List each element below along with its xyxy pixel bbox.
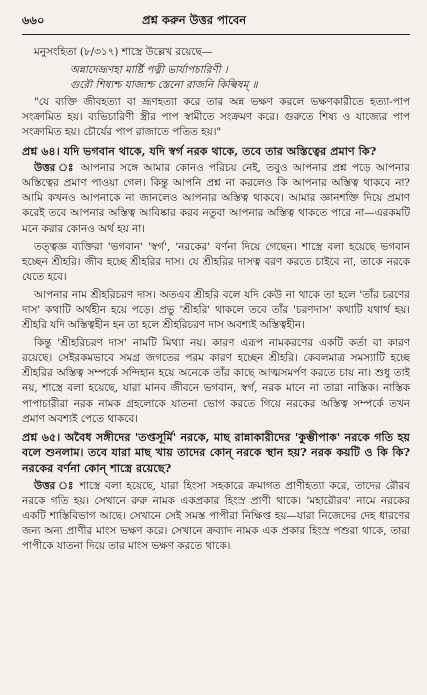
question-64-label: প্রশ্ন ৬৪। <box>22 143 60 158</box>
question-65-label: প্রশ্ন ৬৫। <box>22 429 61 444</box>
answer-64-label: উত্তর ঃ <box>34 162 76 175</box>
verse-line-1: অন্নাদেভ্রূণহা মার্ষ্টি পত্নী ভার্যাপচারিণী । <box>70 64 228 77</box>
answer-64-paragraph-2: তত্ত্বজ্ঞ ব্যক্তিরা 'ভগবান' 'স্বর্গ', 'নরকের' বর্ণনা দিয়ে গেছেন। শাস্ত্রে বলা হয়েছে ভগবান হচ্ছেন শ্রীহরি। জীব হচ্ছে শ্রীহরির দাস। যে শ্রীহরির দাসত্ব বরণ করতে চাইবে না, তাকে নরকে যেতে হবে। <box>22 240 410 283</box>
page-number: ৬৬০ <box>22 13 45 27</box>
document-page <box>22 12 410 682</box>
answer-64-paragraph-4: কিন্তু 'শ্রীহরিচরণ দাস' নামটি মিথ্যা নয়। কারণ এরূপ নামকরণের একটি কর্তা বা কারণ রয়েছে। সেইরকমভাবে সমগ্র জগতের পরম কারণ হচ্ছেন শ্রীহরি। কেবলমাত্র সমস্যাটি হচ্ছে শ্রীহরির অস্তিত্ব সম্পর্কে সন্দিহান হয়ে অনেকে তাঁর কাছে আত্মসমর্পণ করতে চায় না। শুধু তাই নয়, শাস্ত্রে বলা হয়েছে, যারা মানব জীবনে ভগবান, স্বর্গ, নরক মানে না তারা নাস্তিক। নাস্তিক পাপাচারীরা নরক নামক গ্রহলোকে যাতনা ভোগ করতে গিয়ে নরকের অস্তিত্ব সম্পর্কে তখন প্রমাণ অবশ্যই পেতে থাকবে। <box>22 337 410 425</box>
running-title: প্রশ্ন করুন উত্তর পাবেন <box>142 13 247 27</box>
answer-64-paragraph-1 <box>22 161 410 236</box>
question-64-text: যদি ভগবান থাকে, যদি স্বর্গ নরক থাকে, তবে তার অস্তিত্বের প্রমাণ কি? <box>63 143 377 158</box>
verse-translation: "যে ব্যক্তি জীবহত্যা বা ভ্রূণহত্যা করে তার অন্ন ভক্ষণ করলে ভক্ষণকারীতে হত্যা-পাপ সংক্রামিত হয়। ব্যভিচারিণী স্ত্রীর পাপ স্বামীতে সংক্রমণ করে। গুরুতে শিষ্য ও যাজ্যের পাপ সংক্রামিত হয়। চৌর্যের পাপ রাজাতে পতিত হয়।" <box>22 96 410 139</box>
answer-65-paragraph-1 <box>22 479 410 554</box>
verse-line-2: গুরৌ শিষ্যশ্চ যাজ্যশ্চ স্তেনো রাজনি কিল্বিষম্ ॥ <box>70 79 258 92</box>
intro-paragraph: মনুসংহিতা (৮/৩১৭) শাস্ত্রে উল্লেখ রয়েছে— <box>34 46 213 58</box>
question-64 <box>22 144 410 160</box>
answer-65-text-1: শাস্ত্রে বলা হয়েছে, যারা হিংসা সহকারে ক্রমাগত প্রাণীহত্যা করে, তাদের রৌরব নরকে গতি হয়। সেখানে রুরু নামক একপ্রকার হিংস্র প্রাণী থাকে। 'মহারৌরব' নামে নরকের একটি শাস্তিবিভাগ আছে। সেখানে সেই সমস্ত পাপীরা নিক্ষিপ্ত হয়—যারা নিজেদের দেহ ধারণের জন্য অন্য প্রাণীর মাংস ভক্ষণ করে। সেখানে ক্রব্যাদ নামক এক প্রকার হিংস্র পশুরা থাকে, তারা পাপীকে যাতনা দিয়ে তার মাংস ভক্ষণ করতে থাকে। <box>22 479 410 552</box>
question-65 <box>22 430 410 477</box>
answer-64-paragraph-3: আপনার নাম শ্রীহরিচরণ দাস। অতএব শ্রীহরি বলে যদি কেউ না থাকে তা হলে 'তাঁর চরণের দাস' কথাটি অর্থহীন হয়ে পড়ে। প্রভু 'শ্রীহরি' থাকলে তবে তাঁর 'চরণদাস' কথাটি যথার্থ হয়। শ্রীহরি যদি অস্তিত্বহীন হন তা হলে শ্রীহরিচরণ দাস অবশ্যই অস্তিত্বহীন। <box>22 288 410 332</box>
page-header <box>22 12 410 35</box>
question-65-text: অবৈধ সঙ্গীদের 'তপ্তসূর্মি' নরকে, মাছ রান্নাকারীদের 'কুম্ভীপাক' নরকে গতি হয় বলে শুনলাম। তবে যারা মাছ খায় তাদের কোন্ নরকে স্থান হয়? নরক কয়টি ও কি কি? নরকের বর্ণনা কোন্ শাস্ত্রে রয়েছে? <box>22 429 410 475</box>
answer-65-label: উত্তর ঃ <box>34 479 75 492</box>
answer-64-text-1: আপনার সঙ্গে আমার কোনও পরিচয় নেই, তবুও আপনার প্রশ্ন পড়ে আপনার অস্তিত্বের প্রমাণ পাওয়া গেল। কিন্তু আপনি প্রশ্ন না করলেও কি আপনার অস্তিত্ব থাকবে না? আমি কখনও আপনাকে না জানলেও আপনার অস্তিত্ব থাকবে। আমার জ্ঞানশক্তি দিয়ে প্রমাণ করেই তবে আপনার অস্তিত্ব আবিষ্কার করব নতুবা আপনার অস্তিত্ব থাকতে পারে না—এরকমটি মনে করার কোনও অর্থ হয় না। <box>22 162 410 235</box>
